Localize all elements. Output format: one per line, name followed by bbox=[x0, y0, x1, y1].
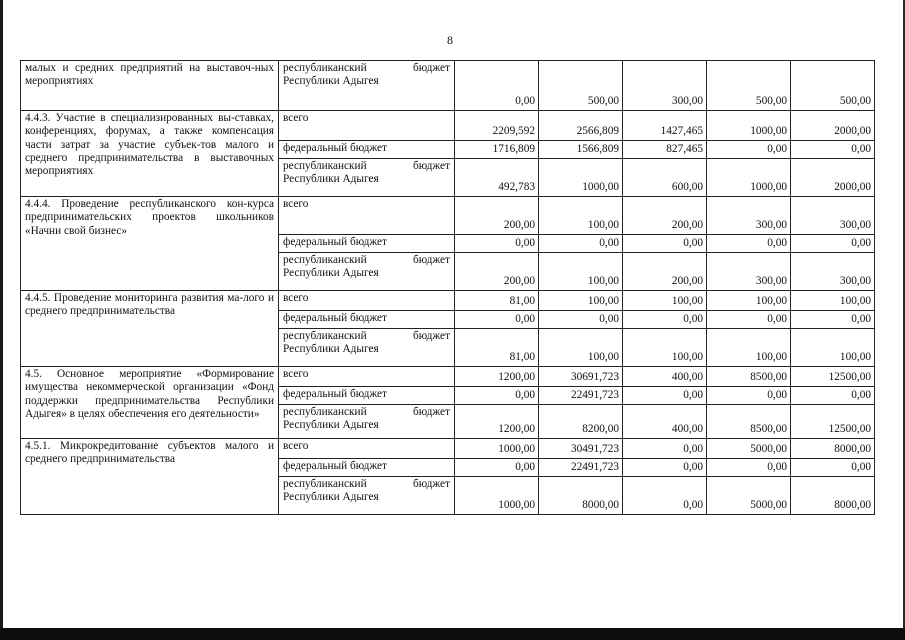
amount-cell: 2000,00 bbox=[791, 111, 875, 141]
amount-cell: 2566,809 bbox=[539, 111, 623, 141]
scan-left-edge bbox=[0, 0, 3, 640]
amount-cell: 0,00 bbox=[623, 439, 707, 459]
funding-source-region: Республики Адыгея bbox=[283, 173, 379, 186]
funding-source-region: Республики Адыгея bbox=[283, 343, 379, 356]
activity-description: 4.5. Основное мероприятие «Формирование имущества некоммерческой организации «Фонд поддержки предпринимательства Республики Адыгея» в целях обеспечения его деятельности» bbox=[21, 367, 279, 439]
funding-source-word: республиканский bbox=[283, 330, 367, 342]
funding-source-label: всего bbox=[283, 112, 309, 124]
funding-source-word: республиканский bbox=[283, 160, 367, 172]
amount-cell: 22491,723 bbox=[539, 387, 623, 405]
amount-cell: 300,00 bbox=[791, 253, 875, 291]
funding-source-region: Республики Адыгея bbox=[283, 75, 379, 88]
amount-cell: 300,00 bbox=[707, 253, 791, 291]
activity-description: 4.4.3. Участие в специализированных вы-ставках, конференциях, форумах, а также компенсация части затрат за участие субъек-тов малого и среднего предпринимательства в выставочных мероприятиях bbox=[21, 111, 279, 197]
funding-source-line bbox=[283, 160, 450, 173]
funding-source-word: бюджет bbox=[413, 478, 450, 490]
amount-cell: 5000,00 bbox=[707, 439, 791, 459]
funding-source-word: бюджет bbox=[413, 254, 450, 266]
amount-cell: 100,00 bbox=[791, 291, 875, 311]
amount-cell: 12500,00 bbox=[791, 405, 875, 439]
amount-cell: 0,00 bbox=[455, 235, 539, 253]
amount-cell: 1427,465 bbox=[623, 111, 707, 141]
funding-source-word: республиканский bbox=[283, 62, 367, 74]
amount-cell: 100,00 bbox=[539, 253, 623, 291]
amount-cell: 200,00 bbox=[455, 197, 539, 235]
amount-cell: 1200,00 bbox=[455, 405, 539, 439]
funding-source-line bbox=[283, 330, 450, 343]
activity-description: малых и средних предприятий на выставоч-ных мероприятиях bbox=[21, 61, 279, 111]
funding-source bbox=[279, 197, 455, 235]
amount-cell: 2209,592 bbox=[455, 111, 539, 141]
table-row bbox=[21, 111, 875, 141]
amount-cell: 0,00 bbox=[791, 235, 875, 253]
amount-cell: 1000,00 bbox=[707, 111, 791, 141]
amount-cell: 827,465 bbox=[623, 141, 707, 159]
amount-cell: 5000,00 bbox=[707, 477, 791, 515]
table-row bbox=[21, 197, 875, 235]
funding-source-word: бюджет bbox=[413, 160, 450, 172]
funding-source-label: федеральный бюджет bbox=[283, 388, 387, 400]
funding-source-region: Республики Адыгея bbox=[283, 267, 379, 280]
funding-source bbox=[279, 387, 455, 405]
amount-cell: 600,00 bbox=[623, 159, 707, 197]
funding-source bbox=[279, 61, 455, 111]
amount-cell: 0,00 bbox=[707, 141, 791, 159]
amount-cell: 1000,00 bbox=[539, 159, 623, 197]
funding-source bbox=[279, 405, 455, 439]
funding-source-region: Республики Адыгея bbox=[283, 419, 379, 432]
amount-cell: 0,00 bbox=[623, 311, 707, 329]
amount-cell: 0,00 bbox=[455, 459, 539, 477]
budget-table bbox=[20, 60, 875, 515]
funding-source bbox=[279, 235, 455, 253]
amount-cell: 500,00 bbox=[791, 61, 875, 111]
amount-cell: 100,00 bbox=[707, 329, 791, 367]
amount-cell: 1566,809 bbox=[539, 141, 623, 159]
table-row bbox=[21, 291, 875, 311]
funding-source-label: всего bbox=[283, 292, 309, 304]
amount-cell: 500,00 bbox=[707, 61, 791, 111]
activity-description: 4.5.1. Микрокредитование субъектов малого и среднего предпринимательства bbox=[21, 439, 279, 515]
table-row bbox=[21, 439, 875, 459]
funding-source bbox=[279, 439, 455, 459]
amount-cell: 0,00 bbox=[791, 311, 875, 329]
amount-cell: 1200,00 bbox=[455, 367, 539, 387]
funding-source-label: федеральный бюджет bbox=[283, 460, 387, 472]
funding-source-label: всего bbox=[283, 368, 309, 380]
amount-cell: 100,00 bbox=[539, 329, 623, 367]
amount-cell: 0,00 bbox=[539, 235, 623, 253]
amount-cell: 100,00 bbox=[623, 329, 707, 367]
funding-source-word: республиканский bbox=[283, 406, 367, 418]
funding-source bbox=[279, 111, 455, 141]
amount-cell: 30691,723 bbox=[539, 367, 623, 387]
amount-cell: 8500,00 bbox=[707, 405, 791, 439]
funding-source bbox=[279, 477, 455, 515]
amount-cell: 0,00 bbox=[707, 387, 791, 405]
funding-source-line bbox=[283, 62, 450, 75]
funding-source bbox=[279, 329, 455, 367]
amount-cell: 0,00 bbox=[623, 387, 707, 405]
amount-cell: 100,00 bbox=[539, 197, 623, 235]
activity-description: 4.4.5. Проведение мониторинга развития ма-лого и среднего предпринимательства bbox=[21, 291, 279, 367]
funding-source-word: республиканский bbox=[283, 254, 367, 266]
amount-cell: 81,00 bbox=[455, 291, 539, 311]
funding-source bbox=[279, 253, 455, 291]
amount-cell: 8200,00 bbox=[539, 405, 623, 439]
table-row bbox=[21, 61, 875, 111]
amount-cell: 300,00 bbox=[707, 197, 791, 235]
amount-cell: 0,00 bbox=[623, 477, 707, 515]
budget-table-body bbox=[21, 61, 875, 515]
funding-source-region: Республики Адыгея bbox=[283, 491, 379, 504]
amount-cell: 0,00 bbox=[707, 459, 791, 477]
funding-source-line bbox=[283, 406, 450, 419]
funding-source bbox=[279, 311, 455, 329]
amount-cell: 2000,00 bbox=[791, 159, 875, 197]
funding-source-line bbox=[283, 478, 450, 491]
amount-cell: 200,00 bbox=[623, 197, 707, 235]
amount-cell: 300,00 bbox=[791, 197, 875, 235]
funding-source-label: федеральный бюджет bbox=[283, 236, 387, 248]
amount-cell: 300,00 bbox=[623, 61, 707, 111]
amount-cell: 30491,723 bbox=[539, 439, 623, 459]
amount-cell: 0,00 bbox=[455, 311, 539, 329]
amount-cell: 1000,00 bbox=[455, 439, 539, 459]
amount-cell: 500,00 bbox=[539, 61, 623, 111]
funding-source-label: федеральный бюджет bbox=[283, 312, 387, 324]
funding-source bbox=[279, 459, 455, 477]
amount-cell: 1000,00 bbox=[707, 159, 791, 197]
amount-cell: 0,00 bbox=[455, 61, 539, 111]
funding-source-label: всего bbox=[283, 440, 309, 452]
amount-cell: 0,00 bbox=[707, 311, 791, 329]
amount-cell: 100,00 bbox=[707, 291, 791, 311]
amount-cell: 400,00 bbox=[623, 405, 707, 439]
amount-cell: 12500,00 bbox=[791, 367, 875, 387]
funding-source bbox=[279, 367, 455, 387]
funding-source-word: республиканский bbox=[283, 478, 367, 490]
funding-source-word: бюджет bbox=[413, 406, 450, 418]
amount-cell: 200,00 bbox=[455, 253, 539, 291]
amount-cell: 8000,00 bbox=[539, 477, 623, 515]
amount-cell: 1000,00 bbox=[455, 477, 539, 515]
amount-cell: 0,00 bbox=[707, 235, 791, 253]
amount-cell: 0,00 bbox=[791, 459, 875, 477]
funding-source-label: всего bbox=[283, 198, 309, 210]
amount-cell: 0,00 bbox=[623, 459, 707, 477]
amount-cell: 8000,00 bbox=[791, 439, 875, 459]
amount-cell: 8000,00 bbox=[791, 477, 875, 515]
funding-source bbox=[279, 141, 455, 159]
amount-cell: 0,00 bbox=[791, 387, 875, 405]
amount-cell: 100,00 bbox=[539, 291, 623, 311]
amount-cell: 8500,00 bbox=[707, 367, 791, 387]
funding-source bbox=[279, 291, 455, 311]
amount-cell: 0,00 bbox=[539, 311, 623, 329]
amount-cell: 0,00 bbox=[623, 235, 707, 253]
amount-cell: 200,00 bbox=[623, 253, 707, 291]
activity-description: 4.4.4. Проведение республиканского кон-курса предпринимательских проектов школьников «Начни свой бизнес» bbox=[21, 197, 279, 291]
amount-cell: 400,00 bbox=[623, 367, 707, 387]
amount-cell: 81,00 bbox=[455, 329, 539, 367]
table-row bbox=[21, 367, 875, 387]
amount-cell: 1716,809 bbox=[455, 141, 539, 159]
amount-cell: 100,00 bbox=[791, 329, 875, 367]
funding-source-word: бюджет bbox=[413, 330, 450, 342]
amount-cell: 492,783 bbox=[455, 159, 539, 197]
amount-cell: 22491,723 bbox=[539, 459, 623, 477]
amount-cell: 0,00 bbox=[791, 141, 875, 159]
scan-bottom-edge bbox=[0, 628, 905, 640]
funding-source-label: федеральный бюджет bbox=[283, 142, 387, 154]
page-number: 8 bbox=[447, 33, 453, 47]
funding-source bbox=[279, 159, 455, 197]
amount-cell: 0,00 bbox=[455, 387, 539, 405]
amount-cell: 100,00 bbox=[623, 291, 707, 311]
funding-source-word: бюджет bbox=[413, 62, 450, 74]
funding-source-line bbox=[283, 254, 450, 267]
